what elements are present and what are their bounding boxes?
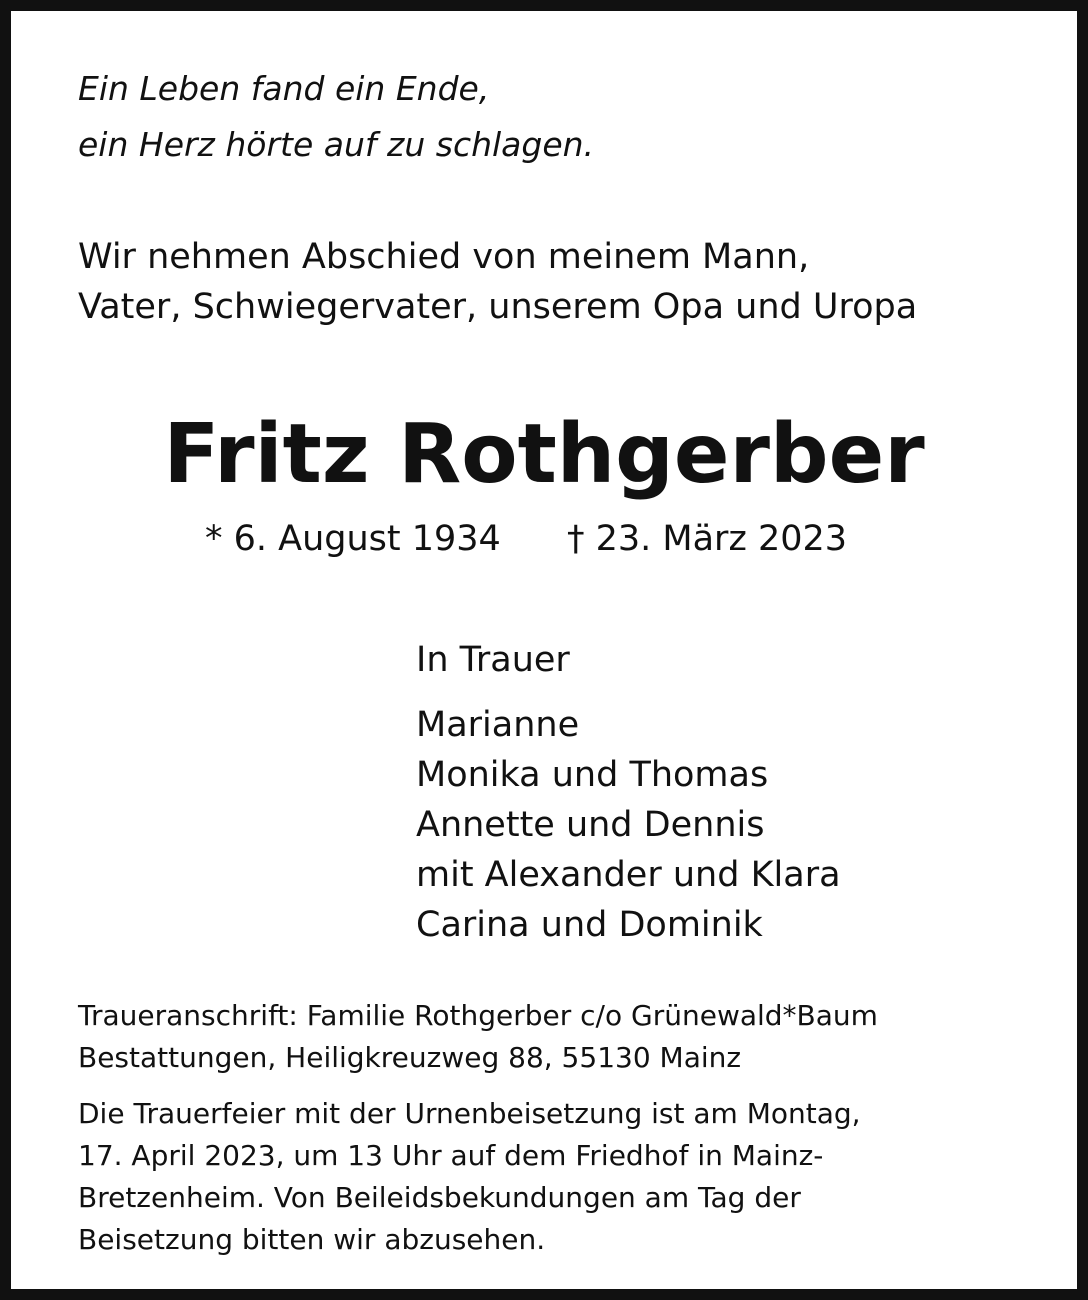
intro-line: Vater, Schwiegervater, unserem Opa und Uropa bbox=[78, 287, 918, 327]
intro-line: Wir nehmen Abschied von meinem Mann, bbox=[78, 237, 810, 277]
motto-line: ein Herz hörte auf zu schlagen. bbox=[78, 125, 595, 164]
ceremony-line: Bretzenheim. Von Beileidsbekundungen am Tag der bbox=[78, 1181, 801, 1214]
address-line: Bestattungen, Heiligkreuzweg 88, 55130 Mainz bbox=[78, 1041, 742, 1074]
deceased-name: Fritz Rothgerber bbox=[163, 407, 925, 502]
mourner-name: mit Alexander und Klara bbox=[416, 855, 841, 895]
mourner-name: Annette und Dennis bbox=[416, 805, 765, 845]
mourners-heading: In Trauer bbox=[416, 640, 570, 680]
mourner-name: Monika und Thomas bbox=[416, 755, 769, 795]
birth-date: * 6. August 1934 bbox=[205, 519, 501, 559]
address-line: Traueranschrift: Familie Rothgerber c/o Grünewald*Baum bbox=[78, 999, 878, 1032]
death-date: † 23. März 2023 bbox=[567, 519, 848, 559]
ceremony-line: Die Trauerfeier mit der Urnenbeisetzung ist am Montag, bbox=[78, 1097, 861, 1130]
ceremony-line: Beisetzung bitten wir abzusehen. bbox=[78, 1223, 546, 1256]
motto-line: Ein Leben fand ein Ende, bbox=[78, 69, 490, 108]
mourner-name: Marianne bbox=[416, 705, 580, 745]
mourner-name: Carina und Dominik bbox=[416, 905, 763, 945]
ceremony-line: 17. April 2023, um 13 Uhr auf dem Friedhof in Mainz- bbox=[78, 1139, 824, 1172]
